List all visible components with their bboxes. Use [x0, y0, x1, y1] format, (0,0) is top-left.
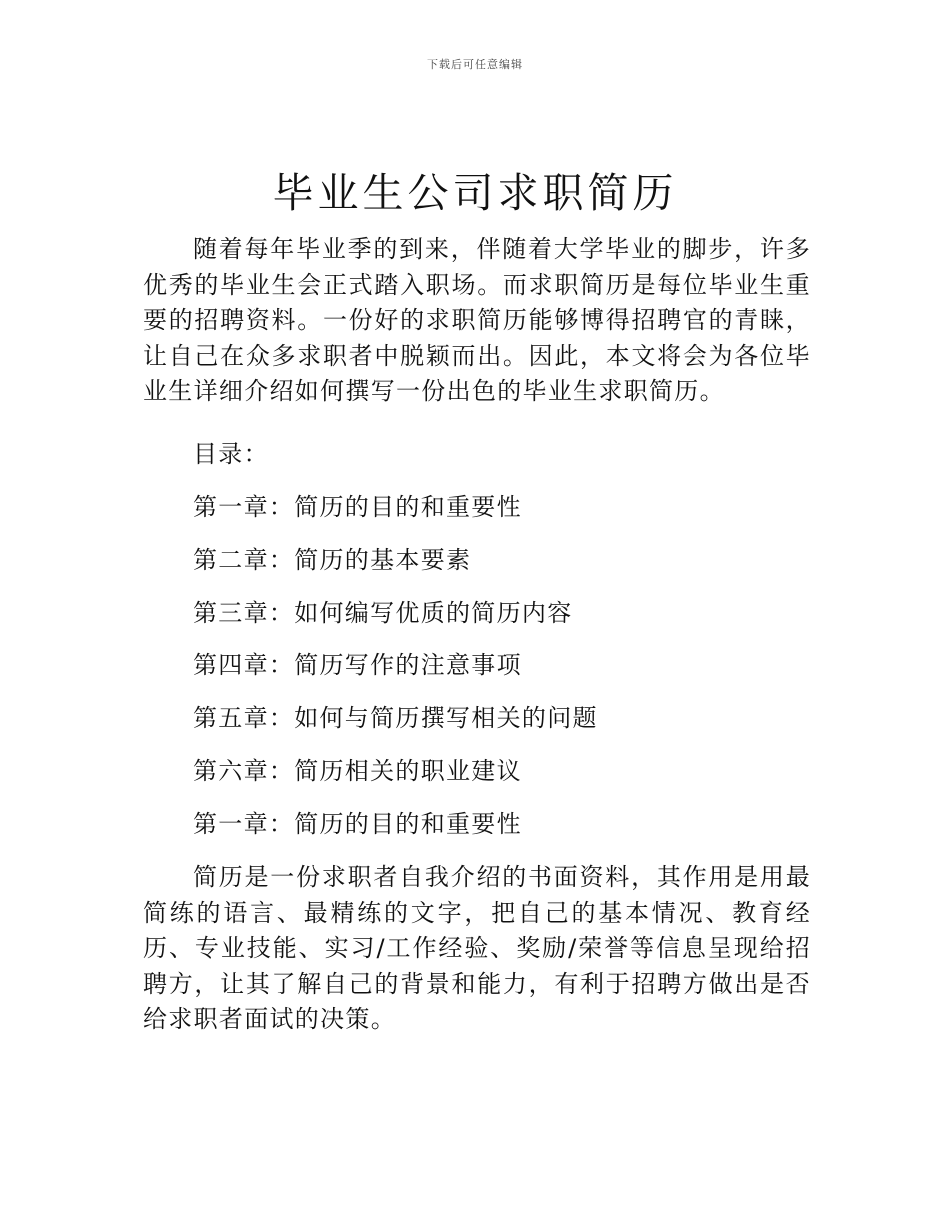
toc-item: 第六章：简历相关的职业建议: [193, 757, 522, 785]
toc-item: 第五章：如何与简历撰写相关的问题: [193, 704, 598, 732]
toc-item: 第二章：简历的基本要素: [193, 546, 472, 574]
document-title: 毕业生公司求职简历: [272, 169, 678, 217]
toc-heading: 目录：: [193, 440, 269, 468]
chapter-heading: 第一章：简历的目的和重要性: [193, 810, 522, 838]
intro-paragraph: 随着每年毕业季的到来，伴随着大学毕业的脚步，许多优秀的毕业生会正式踏入职场。而求职简历是每位毕业生重要的招聘资料。一份好的求职简历能够博得招聘官的青睐，让自己在众多求职者中脱颖而出。因此，本文将会为各位毕业生详细介绍如何撰写一份出色的毕业生求职简历。: [143, 235, 811, 405]
page-header-note: 下载后可任意编辑: [427, 58, 523, 71]
chapter-paragraph: 简历是一份求职者自我介绍的书面资料，其作用是用最简练的语言、最精练的文字，把自己的基本情况、教育经历、专业技能、实习/工作经验、奖励/荣誉等信息呈现给招聘方，让其了解自己的背景和能力，有利于招聘方做出是否给求职者面试的决策。: [143, 863, 811, 1033]
toc-item: 第四章：简历写作的注意事项: [193, 651, 522, 679]
toc-item: 第三章：如何编写优质的简历内容: [193, 599, 573, 627]
toc-item: 第一章：简历的目的和重要性: [193, 493, 522, 521]
